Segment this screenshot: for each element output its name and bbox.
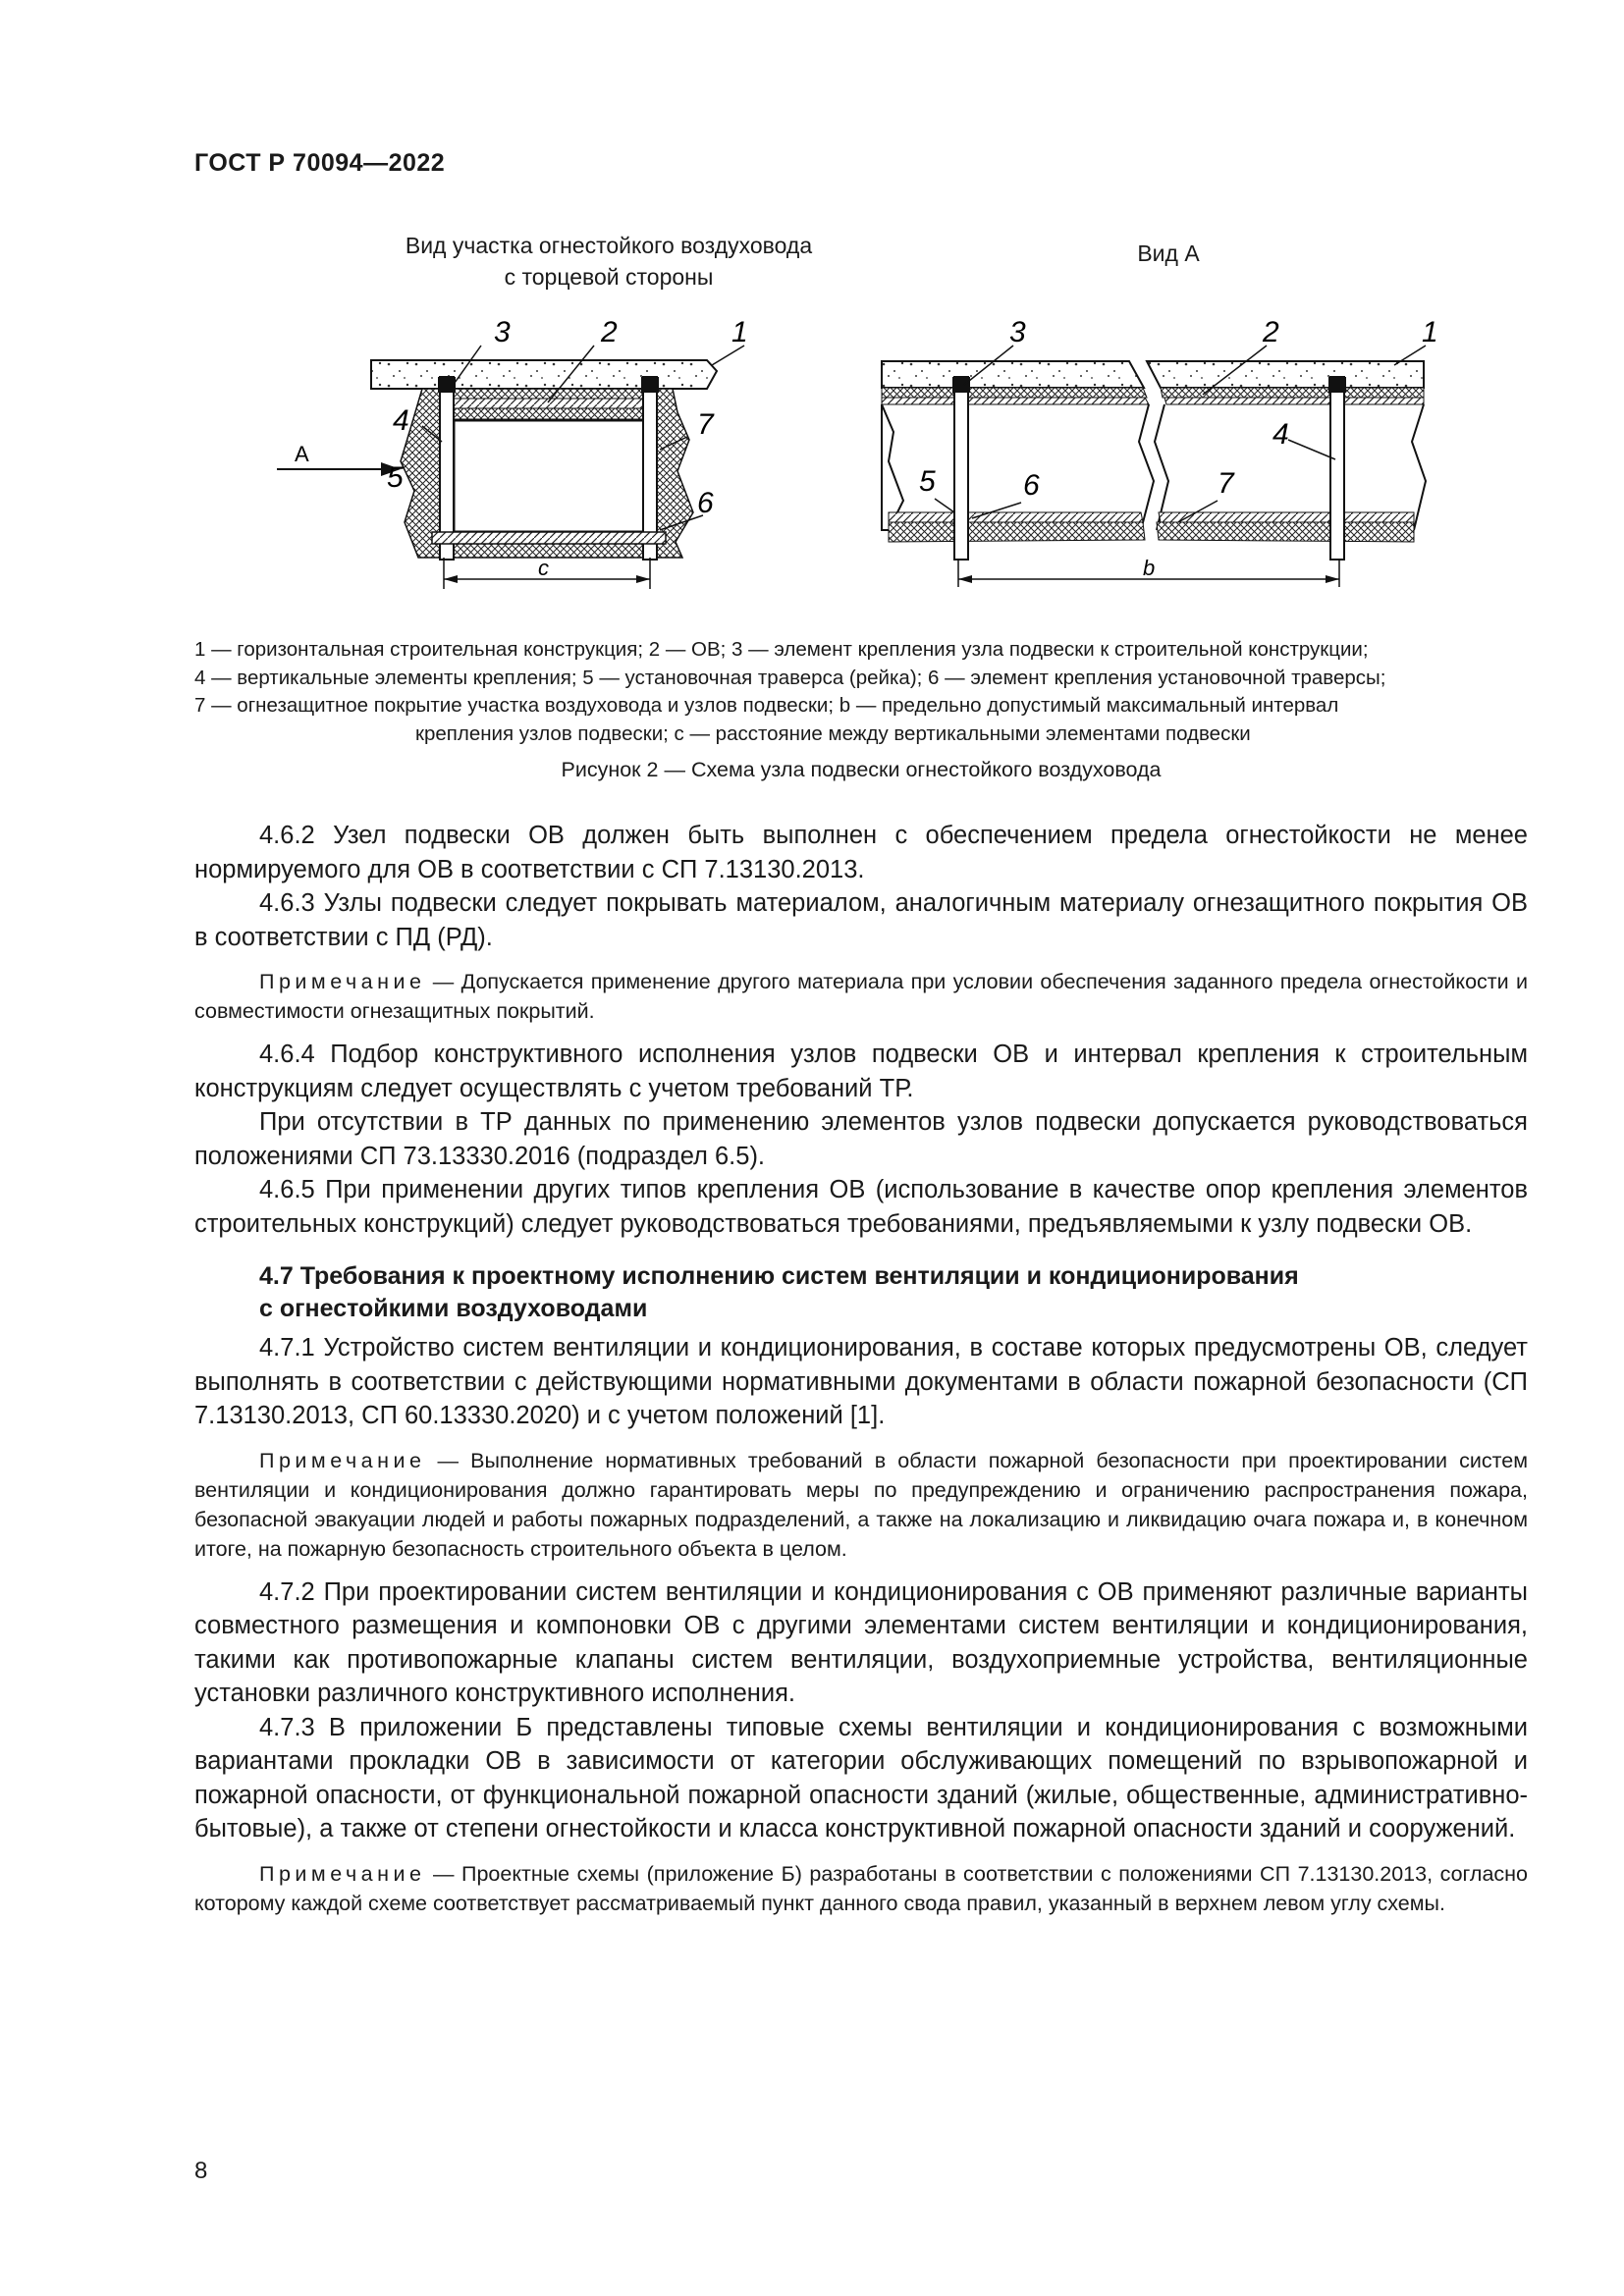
legend-line: 1 — горизонтальная строительная конструкция; 2 — ОВ; 3 — элемент крепления узла подвески к строительной конструкции;	[194, 638, 1369, 661]
paragraph-4-6-4-continued: При отсутствии в ТР данных по применению элементов узлов подвески допускается руководствоваться положениями СП 73.13330.2016 (подраздел 6.5).	[194, 1108, 1528, 1170]
label-4-left: 4	[393, 404, 409, 437]
label-5-right: 5	[919, 465, 936, 498]
label-7-left: 7	[697, 408, 714, 441]
legend-line: 4 — вертикальные элементы крепления; 5 — установочная траверса (рейка); 6 — элемент крепления установочной траверсы;	[194, 666, 1386, 689]
label-3-right: 3	[1009, 316, 1026, 348]
label-2-left: 2	[601, 316, 618, 348]
note-2	[194, 1446, 1528, 1564]
document-standard-header: ГОСТ Р 70094—2022	[194, 149, 446, 177]
label-1-right: 1	[1422, 316, 1438, 348]
paragraph-4-7-3: 4.7.3 В приложении Б представлены типовые схемы вентиляции и кондиционирования с возможными вариантами прокладки ОВ в зависимости от категории обслуживающих помещений по взрывопожарной и пожарной опасности, от функциональной пожарной опасности зданий (жилые, общественные, административно-бытовые), а также от степени огнестойкости и класса конструктивной пожарной опасности зданий и сооружений.	[194, 1713, 1528, 1842]
note-text: — Проектные схемы (приложение Б) разработаны в соответствии с положениями СП 7.13130.2013, согласно которому каждой схеме соответствует рассматриваемый пункт данного свода правил, указанный в верхнем левом углу схемы.	[194, 1861, 1528, 1915]
note-text: — Допускается применение другого материала при условии обеспечения заданного предела огнестойкости и совместимости огнезащитных покрытий.	[194, 970, 1528, 1023]
section-heading-line1: 4.7 Требования к проектному исполнению систем вентиляции и кондиционирования	[259, 1262, 1299, 1290]
label-7-right: 7	[1218, 467, 1234, 500]
note-label: Примечание	[259, 1448, 426, 1472]
label-1-left: 1	[731, 316, 748, 348]
end-view-drawing	[277, 316, 748, 589]
note-3	[194, 1859, 1528, 1918]
paragraph-4-7-1: 4.7.1 Устройство систем вентиляции и кондиционирования, в составе которых предусмотрены ОВ, следует выполнять в соответствии с действующими нормативными документами в области пожарной безопасности (СП 7.13130.2013, СП 60.13330.2020) и с учетом положений [1].	[194, 1334, 1528, 1429]
page-number: 8	[194, 2158, 208, 2184]
paragraph-4-6-3: 4.6.3 Узлы подвески следует покрывать материалом, аналогичным материалу огнезащитного покрытия ОВ в соответствии с ПД (РД).	[194, 889, 1528, 951]
side-view-drawing	[882, 316, 1438, 587]
note-label: Примечание	[259, 1861, 426, 1886]
paragraph-4-6-4: 4.6.4 Подбор конструктивного исполнения узлов подвески ОВ и интервал крепления к строительным конструкциям следует осуществлять с учетом требований ТР.	[194, 1041, 1528, 1102]
note-1	[194, 967, 1528, 1026]
section-heading-line2: с огнестойкими воздуховодами	[259, 1295, 648, 1322]
label-5-left: 5	[387, 461, 404, 494]
label-2-right: 2	[1263, 316, 1279, 348]
note-label: Примечание	[259, 970, 426, 993]
document-body	[194, 819, 1528, 1930]
figure-right-title: Вид А	[1137, 240, 1200, 266]
figure-legend	[194, 636, 1528, 748]
figure-left-title-line2: с торцевой стороны	[504, 264, 714, 290]
label-3-left: 3	[494, 316, 511, 348]
legend-line: крепления узлов подвески; c — расстояние между вертикальными элементами подвески	[415, 721, 1251, 745]
legend-line: 7 — огнезащитное покрытие участка воздуховода и узлов подвески; b — предельно допустимый максимальный интервал	[194, 694, 1339, 717]
section-heading-4-7	[259, 1260, 1528, 1325]
figure-left-title	[363, 230, 854, 293]
note-text: — Выполнение нормативных требований в области пожарной безопасности при проектировании систем вентиляции и кондиционирования должно гарантировать меры по предупреждению и ограничению распространения пожара, безопасной эвакуации людей и работы пожарных подразделений, а также на локализацию и ликвидацию очага пожара и, в конечном итоге, на пожарную безопасность строительного объекта в целом.	[194, 1448, 1528, 1561]
figure-left-title-line1: Вид участка огнестойкого воздуховода	[405, 233, 813, 258]
label-view-arrow: А	[295, 442, 309, 466]
suspension-node-drawing	[0, 294, 1624, 618]
label-dimension-c: c	[538, 556, 549, 580]
label-4-right: 4	[1272, 418, 1289, 451]
paragraph-4-7-2: 4.7.2 При проектировании систем вентиляции и кондиционирования с ОВ применяют различные варианты совместного размещения и компоновки ОВ с другими элементами систем вентиляции и кондиционирования, такими как противопожарные клапаны систем вентиляции, воздухоприемные устройства, вентиляционные установки различного конструктивного исполнения.	[194, 1577, 1528, 1707]
figure-caption: Рисунок 2 — Схема узла подвески огнестойкого воздуховода	[561, 758, 1162, 781]
label-dimension-b: b	[1143, 556, 1156, 580]
label-6-right: 6	[1023, 469, 1040, 502]
label-6-left: 6	[697, 487, 714, 519]
paragraph-4-6-5: 4.6.5 При применении других типов крепления ОВ (использование в качестве опор крепления элементов строительных конструкций) следует руководствоваться требованиями, предъявляемыми к узлу подвески ОВ.	[194, 1176, 1528, 1238]
paragraph-4-6-2: 4.6.2 Узел подвески ОВ должен быть выполнен с обеспечением предела огнестойкости не менее нормируемого для ОВ в соответствии с СП 7.13130.2013.	[194, 822, 1528, 883]
